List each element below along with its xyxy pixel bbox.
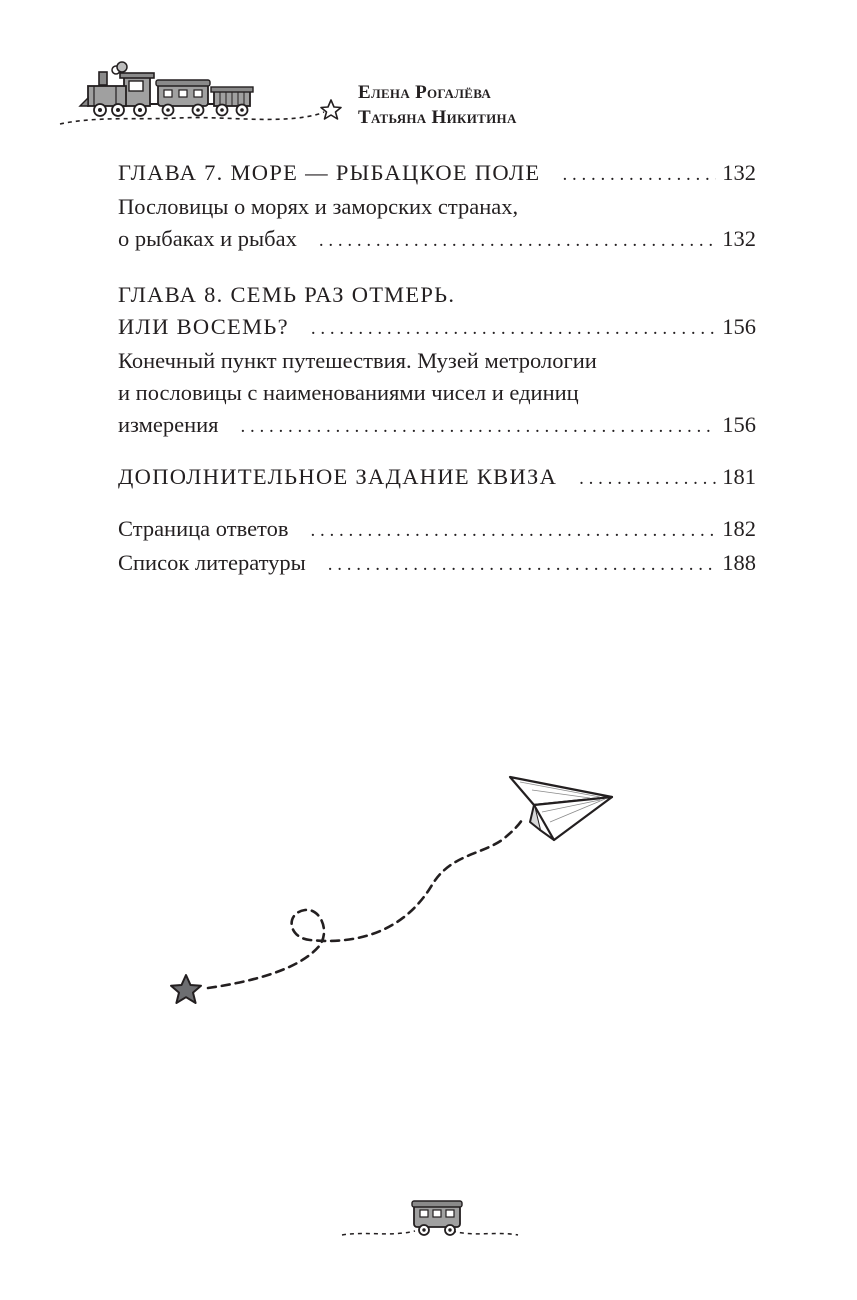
leader-dots bbox=[328, 549, 716, 581]
paper-plane-illustration bbox=[160, 760, 630, 1020]
toc-entry-title: ГЛАВА 8. СЕМЬ РАЗ ОТМЕРЬ. bbox=[118, 282, 456, 307]
star-icon bbox=[171, 975, 201, 1003]
toc-entry-chapter-7-subtitle[interactable] bbox=[118, 191, 756, 257]
author-name: Елена Рогалёва bbox=[358, 82, 492, 103]
toc-entry-chapter-8-subtitle[interactable] bbox=[118, 345, 756, 443]
table-of-contents bbox=[118, 157, 756, 581]
authors-block bbox=[358, 80, 517, 130]
toc-entry-page: 156 bbox=[722, 412, 756, 437]
toc-entry-subtitle: измерения bbox=[118, 412, 219, 437]
toc-entry-page: 181 bbox=[722, 464, 756, 489]
toc-entry-literature[interactable] bbox=[118, 547, 756, 581]
star-icon bbox=[321, 100, 341, 119]
toc-entry-title: ГЛАВА 7. МОРЕ — РЫБАЦКОЕ ПОЛЕ bbox=[118, 160, 541, 185]
toc-entry-subtitle: о рыбаках и рыбах bbox=[118, 226, 297, 251]
paper-plane-icon bbox=[510, 777, 612, 840]
toc-entry-page: 132 bbox=[722, 226, 756, 251]
toc-entry-extra-task[interactable] bbox=[118, 461, 756, 495]
leader-dots bbox=[241, 411, 717, 443]
toc-entry-page: 156 bbox=[722, 314, 756, 339]
toc-entry-subtitle: и пословицы с наименованиями чисел и единиц bbox=[118, 380, 579, 405]
toc-entry-title: Страница ответов bbox=[118, 516, 289, 541]
toc-entry-page: 182 bbox=[722, 516, 756, 541]
toc-entry-title: ДОПОЛНИТЕЛЬНОЕ ЗАДАНИЕ КВИЗА bbox=[118, 464, 558, 489]
wagon-icon bbox=[340, 1195, 520, 1245]
toc-entry-page: 132 bbox=[722, 160, 756, 185]
leader-dots bbox=[562, 159, 716, 191]
toc-entry-chapter-8[interactable] bbox=[118, 279, 756, 345]
flight-path bbox=[208, 820, 522, 988]
toc-entry-page: 188 bbox=[722, 550, 756, 575]
toc-entry-chapter-7[interactable] bbox=[118, 157, 756, 191]
author-name: Татьяна Никитина bbox=[358, 107, 517, 128]
leader-dots bbox=[310, 515, 716, 547]
leader-dots bbox=[579, 463, 716, 495]
toc-entry-title: ИЛИ ВОСЕМЬ? bbox=[118, 314, 289, 339]
toc-entry-subtitle: Пословицы о морях и заморских странах, bbox=[118, 194, 519, 219]
toc-entry-answers[interactable] bbox=[118, 513, 756, 547]
train-icon bbox=[58, 60, 348, 130]
leader-dots bbox=[319, 225, 716, 257]
toc-entry-subtitle: Конечный пункт путешествия. Музей метрологии bbox=[118, 348, 597, 373]
leader-dots bbox=[311, 313, 716, 345]
toc-entry-title: Список литературы bbox=[118, 550, 306, 575]
